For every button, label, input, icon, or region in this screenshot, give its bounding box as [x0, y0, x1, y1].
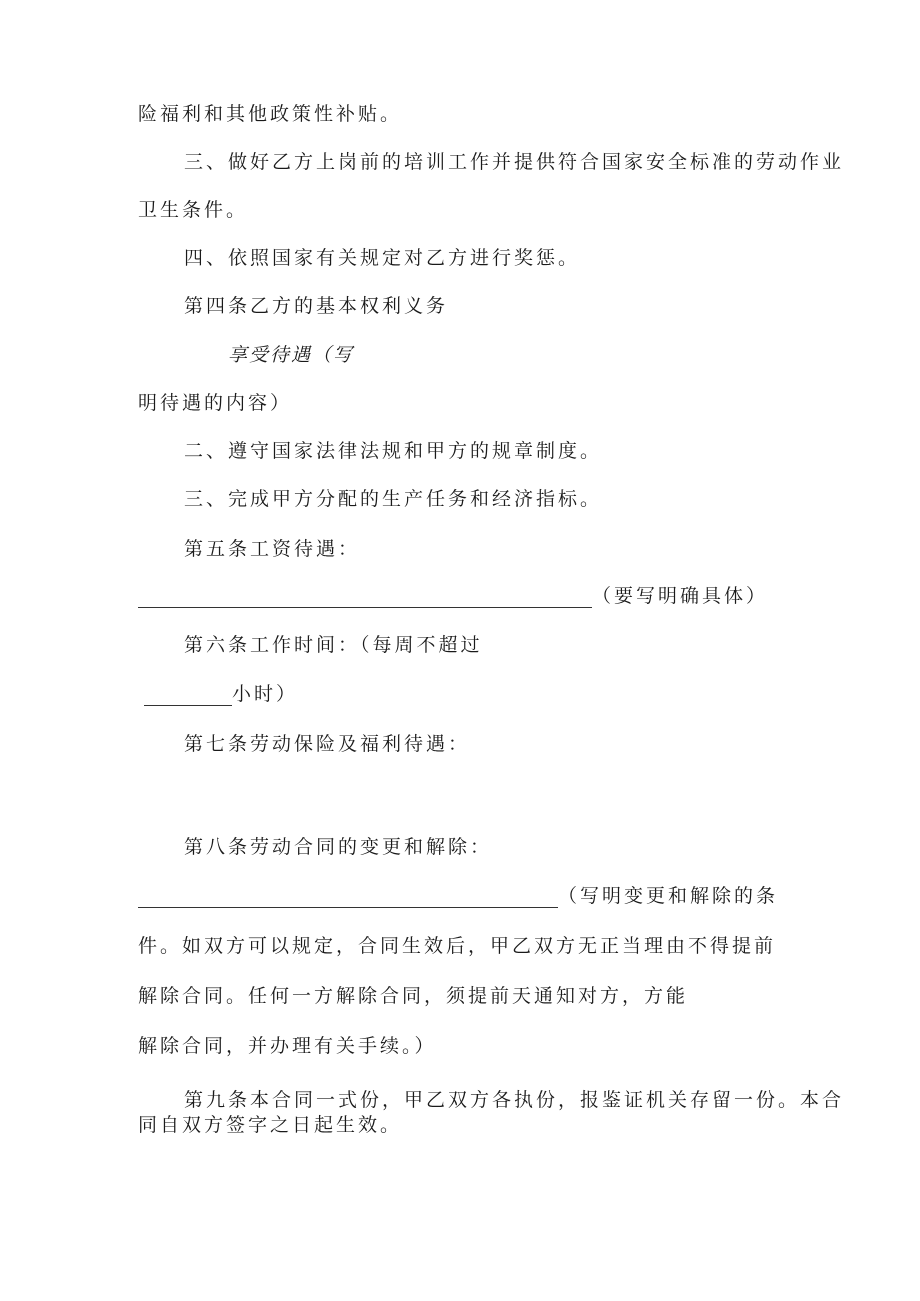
- fill-blank-line: [138, 584, 768, 608]
- blank-underline: [144, 687, 232, 706]
- text-line: 解除合同，并办理有关手续。）: [138, 1035, 437, 1057]
- blank-underline: [138, 889, 558, 908]
- text-line: 四、依照国家有关规定对乙方进行奖惩。: [184, 247, 581, 269]
- text-line: （要写明确具体）: [592, 585, 769, 607]
- blank-underline: [138, 589, 592, 608]
- section-heading: 第八条劳动合同的变更和解除：: [184, 836, 493, 858]
- section-heading: 第四条乙方的基本权利义务: [184, 295, 449, 317]
- text-line: 卫生条件。: [138, 199, 249, 221]
- text-line: 明待遇的内容）: [138, 392, 293, 414]
- text-line: 三、完成甲方分配的生产任务和经济指标。: [184, 488, 603, 510]
- text-line: 险福利和其他政策性补贴。: [138, 103, 403, 125]
- text-line: 二、遵守国家法律法规和甲方的规章制度。: [184, 440, 603, 462]
- section-heading: 第五条工资待遇：: [184, 538, 361, 560]
- fill-blank-line: [144, 682, 298, 706]
- text-line: （写明变更和解除的条: [558, 885, 779, 907]
- section-heading: 第七条劳动保险及福利待遇：: [184, 733, 471, 755]
- section-heading: 第六条工作时间：（每周不超过: [184, 634, 483, 656]
- text-line: 解除合同。任何一方解除合同，须提前天通知对方，方能: [138, 985, 689, 1007]
- text-line: 件。如双方可以规定，合同生效后，甲乙双方无正当理由不得提前: [138, 935, 777, 957]
- section-heading: 第九条本合同一式份，甲乙双方各执份，报鉴证机关存留一份。本合: [184, 1089, 845, 1111]
- fill-blank-line: [138, 884, 778, 908]
- text-line: 享受待遇（写: [228, 344, 355, 366]
- text-line: 同自双方签字之日起生效。: [138, 1114, 403, 1136]
- text-line: 小时）: [232, 683, 299, 705]
- text-line: 三、做好乙方上岗前的培训工作并提供符合国家安全标准的劳动作业: [184, 151, 845, 173]
